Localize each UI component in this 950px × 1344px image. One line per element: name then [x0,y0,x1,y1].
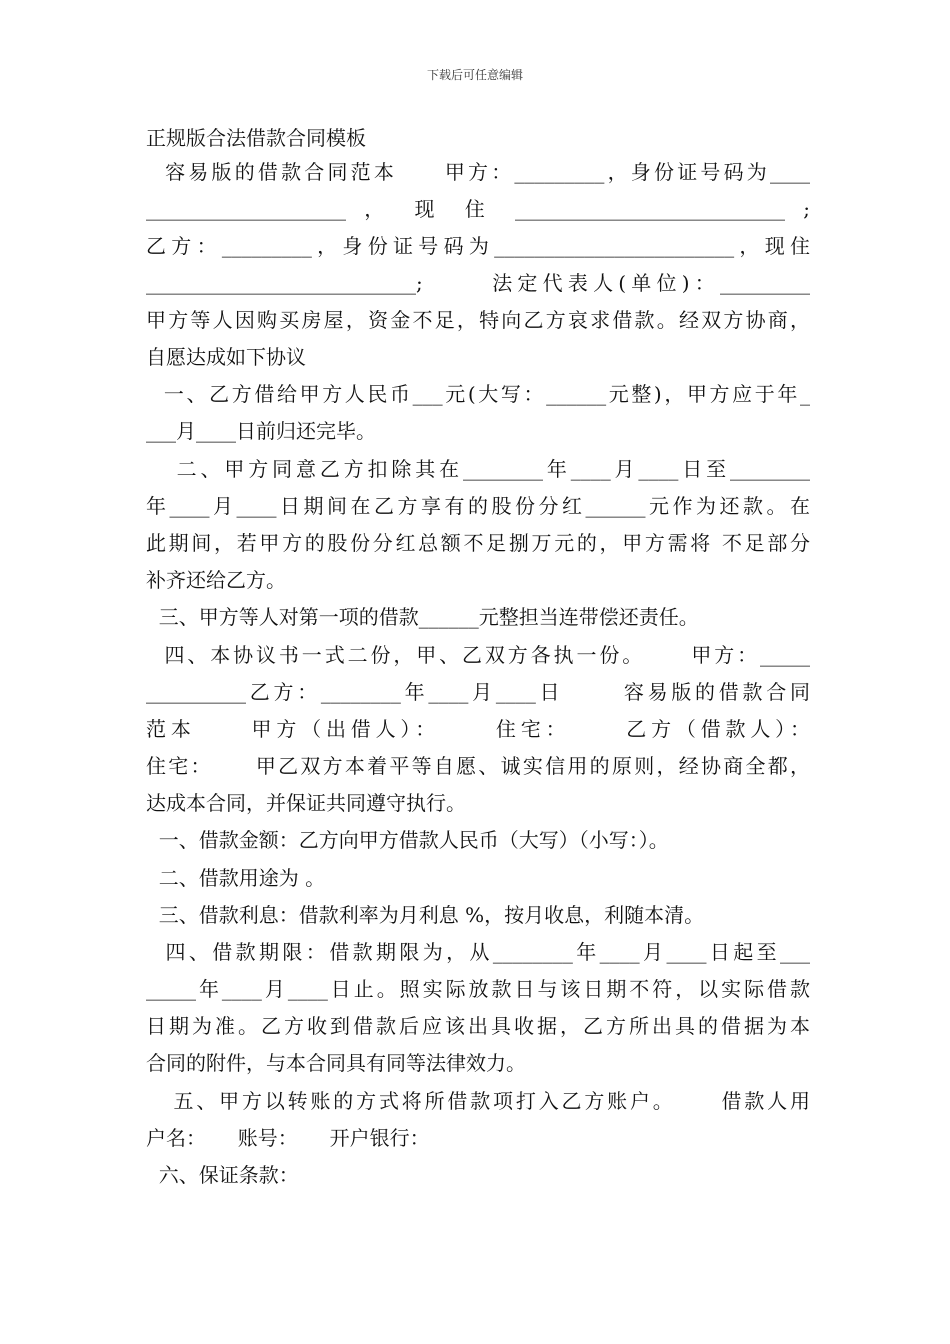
body-line: 住宅： 甲乙双方本着平等自愿、诚实信用的原则，经协商全都， [146,754,810,778]
body-line: 达成本合同，并保证共同遵守执行。 [146,791,466,815]
body-line: 四、本协议书一式二份，甲、乙双方各执一份。 甲方：_____ [146,643,810,667]
body-line: 自愿达成如下协议 [146,345,306,369]
body-line: 四、借款期限：借款期限为，从________年____月____日起至___ [146,940,810,964]
body-line: 五、甲方以转账的方式将所借款项打入乙方账户。 借款人用 [146,1089,810,1113]
body-line: ___________________________; 法定代表人(单位)：_________ [146,271,810,295]
body-line: 此期间，若甲方的股份分红总额不足捌万元的，甲方需将 不足部分 [146,531,810,555]
body-line: 三、借款利息：借款利率为月利息 %，按月收息，利随本清。 [146,903,705,927]
page-header: 下载后可任意编辑 [426,68,523,82]
body-line: 一、借款金额：乙方向甲方借款人民币（大写）（小写：）。 [146,828,669,852]
body-line: 范本 甲方（出借人）： 住宅： 乙方（借款人）： [146,717,810,741]
body-line: 甲方等人因购买房屋，资金不足，特向乙方哀求借款。经双方协商， [146,308,810,332]
body-line: ___月____日前归还完毕。 [146,419,376,443]
body-line: 年____月____日期间在乙方享有的股份分红______元作为还款。在 [146,494,810,518]
body-line: 日期为准。乙方收到借款后应该出具收据，乙方所出具的借据为本 [146,1014,810,1038]
body-line: 二、借款用途为 。 [146,866,326,890]
body-line: ____________________ ， 现 住 ___________________________ ; [146,197,810,221]
body-line: 六、保证条款： [146,1163,299,1187]
body-line: 容易版的借款合同范本 甲方：_________，身份证号码为____ [146,160,810,184]
body-line: __________乙方：________年____月____日 容易版的借款合同 [146,680,810,704]
body-line: _____年____月____日止。照实际放款日与该日期不符，以实际借款 [146,977,810,1001]
body-line: 二、甲方同意乙方扣除其在________年____月____日至________ [146,457,810,481]
body-line: 合同的附件，与本合同具有同等法律效力。 [146,1051,526,1075]
body-line: 补齐还给乙方。 [146,568,286,592]
body-line: 一、乙方借给甲方人民币___元(大写：______元整)，甲方应于年_ [146,382,810,406]
body-line: 三、甲方等人对第一项的借款______元整担当连带偿还责任。 [146,605,699,629]
body-line: 户名： 账号： 开户银行： [146,1126,430,1150]
document-title: 正规版合法借款合同模板 [146,126,366,150]
body-line: 乙方：_________，身份证号码为________________________，现住 [146,234,810,258]
